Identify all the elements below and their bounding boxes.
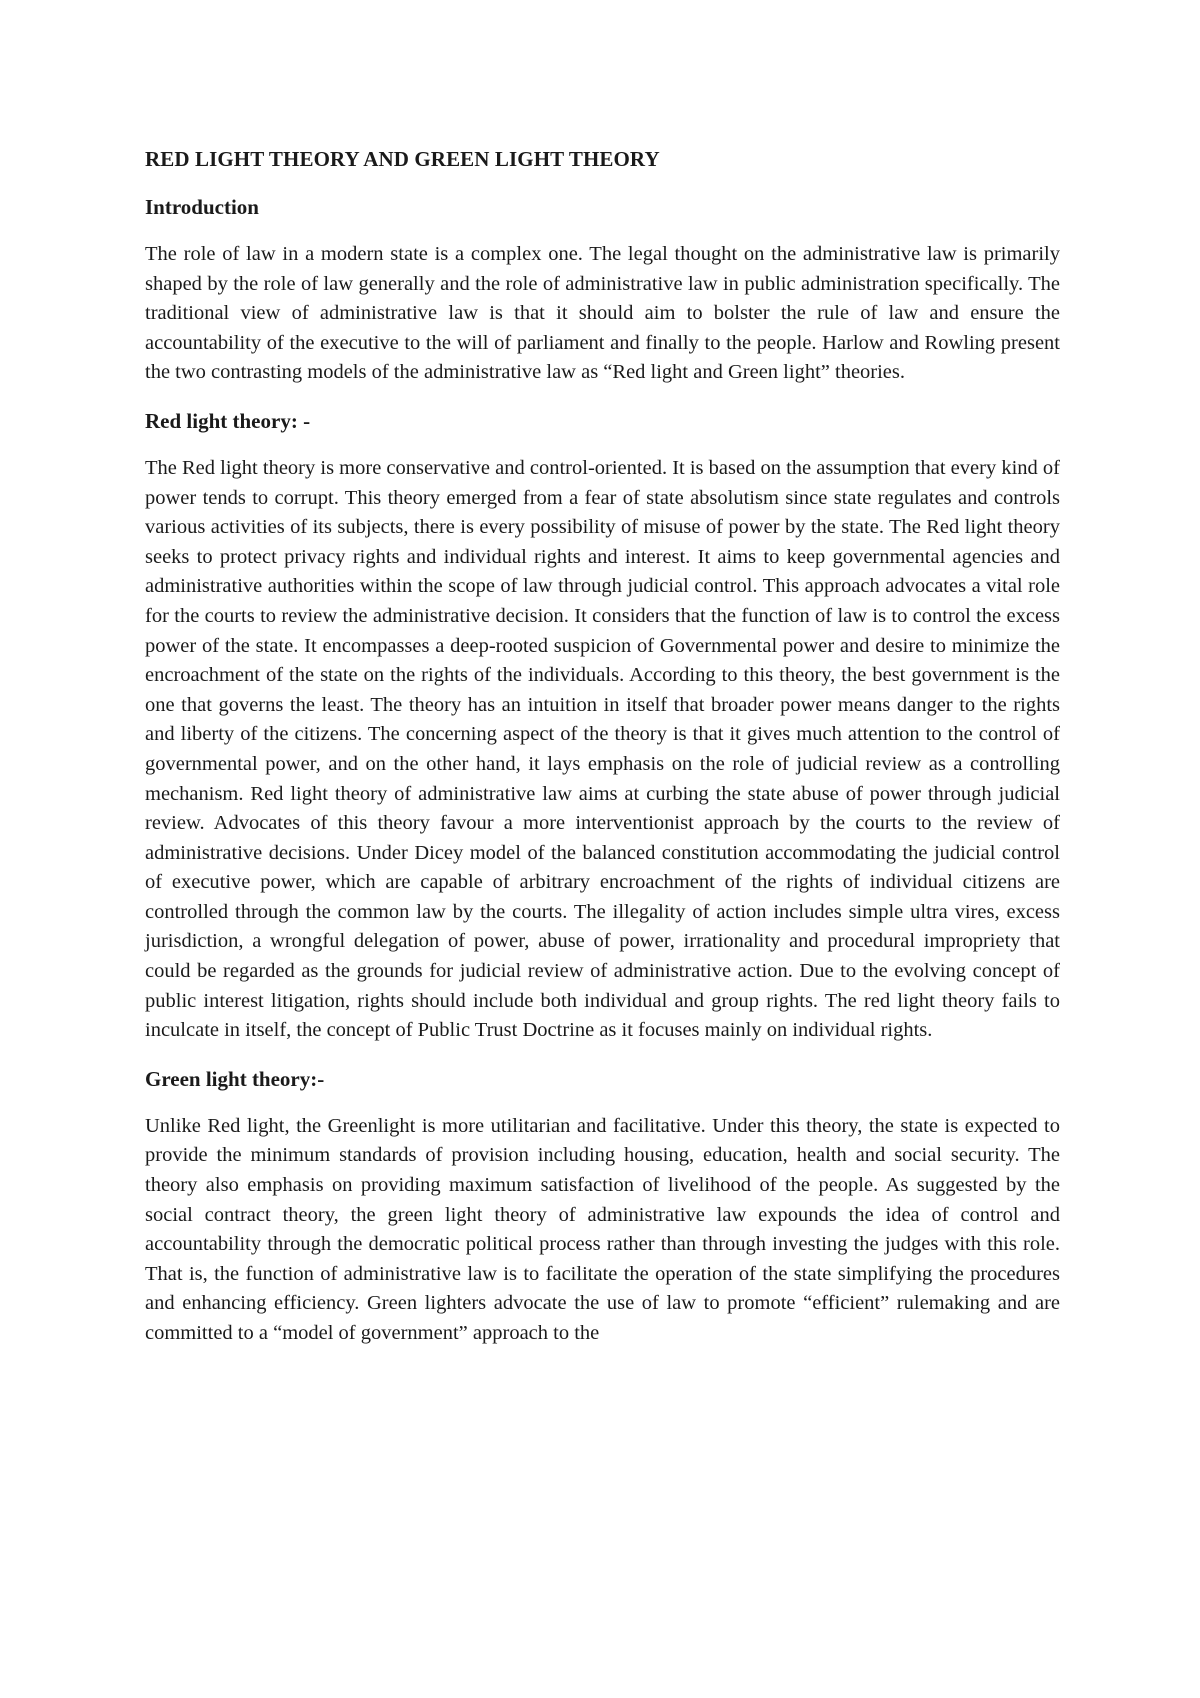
green-light-theory-paragraph: Unlike Red light, the Greenlight is more utilitarian and facilitative. Under this theory, the state is expected to provide the minimum standards of provision including housing, education, health and social security. The theory also emphasis on providing maximum satisfaction of livelihood of the people. As suggested by the social contract theory, the green light theory of administrative law expounds the idea of control and accountability through the democratic political process rather than through investing the judges with this role. That is, the function of administrative law is to facilitate the operation of the state simplifying the procedures and enhancing efficiency. Green lighters advocate the use of law to promote “efficient” rulemaking and are committed to a “model of government” approach to the (145, 1114, 1060, 1344)
document-page (145, 144, 1060, 1367)
section-heading-red-light-theory: Red light theory: - (145, 408, 311, 433)
document-title: RED LIGHT THEORY AND GREEN LIGHT THEORY (145, 147, 660, 171)
introduction-paragraph: The role of law in a modern state is a complex one. The legal thought on the administrative law is primarily shaped by the role of law generally and the role of administrative law in public administration specifically. The traditional view of administrative law is that it should aim to bolster the rule of law and ensure the accountability of the executive to the will of parliament and finally to the people. Harlow and Rowling present the two contrasting models of the administrative law as “Red light and Green light” theories. (145, 243, 1060, 384)
section-heading-green-light-theory: Green light theory:- (145, 1066, 325, 1091)
red-light-theory-paragraph: The Red light theory is more conservative and control-oriented. It is based on the assumption that every kind of power tends to corrupt. This theory emerged from a fear of state absolutism since state regulates and controls various activities of its subjects, there is every possibility of misuse of power by the state. The Red light theory seeks to protect privacy rights and individual rights and interest. It aims to keep governmental agencies and administrative authorities within the scope of law through judicial control. This approach advocates a vital role for the courts to review the administrative decision. It considers that the function of law is to control the excess power of the state. It encompasses a deep-rooted suspicion of Governmental power and desire to minimize the encroachment of the state on the rights of the individuals. According to this theory, the best government is the one that governs the least. The theory has an intuition in itself that broader power means danger to the rights and liberty of the citizens. The concerning aspect of the theory is that it gives much attention to the control of governmental power, and on the other hand, it lays emphasis on the role of judicial review as a controlling mechanism. Red light theory of administrative law aims at curbing the state abuse of power through judicial review. Advocates of this theory favour a more interventionist approach by the courts to the review of administrative decisions. Under Dicey model of the balanced constitution accommodating the judicial control of executive power, which are capable of arbitrary encroachment of the rights of individual citizens are controlled through the common law by the courts. The illegality of action includes simple ultra vires, excess jurisdiction, a wrongful delegation of power, abuse of power, irrationality and procedural impropriety that could be regarded as the grounds for judicial review of administrative action. Due to the evolving concept of public interest litigation, rights should include both individual and group rights. The red light theory fails to inculcate in itself, the concept of Public Trust Doctrine as it focuses mainly on individual rights. (145, 456, 1060, 1042)
section-heading-introduction: Introduction (145, 195, 259, 219)
